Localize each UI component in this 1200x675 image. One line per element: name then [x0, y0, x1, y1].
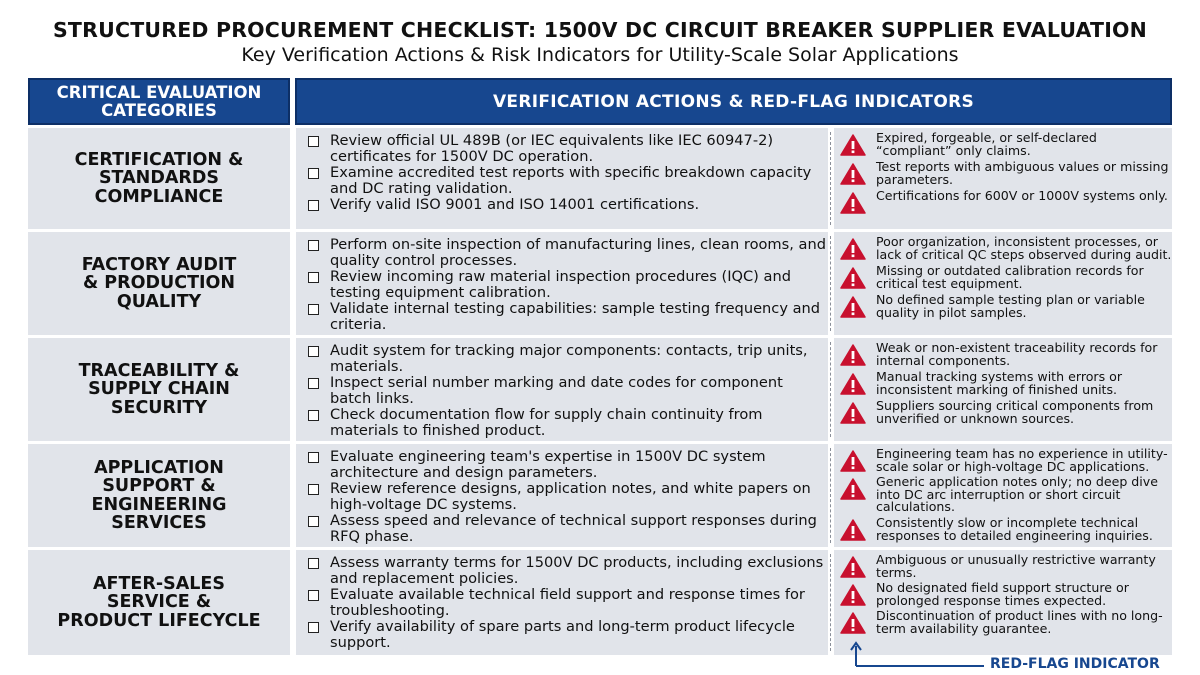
- red-flags-cell: [834, 232, 1172, 335]
- column-divider: [830, 448, 831, 543]
- warning-triangle-icon: [840, 584, 866, 606]
- checkbox-icon[interactable]: [308, 410, 319, 421]
- checkbox-icon[interactable]: [308, 168, 319, 179]
- checkbox-icon[interactable]: [308, 452, 319, 463]
- header-categories-label: CRITICAL EVALUATION CATEGORIES: [56, 82, 262, 120]
- action-item: [308, 133, 828, 164]
- warning-triangle-icon: [840, 344, 866, 366]
- header-actions-label: VERIFICATION ACTIONS & RED-FLAG INDICATORS: [492, 91, 975, 112]
- checkbox-icon[interactable]: [308, 484, 319, 495]
- category-label: TRACEABILITY & SUPPLY CHAIN SECURITY: [78, 360, 240, 418]
- action-item: [308, 449, 828, 480]
- red-flags-cell: [834, 338, 1172, 441]
- action-item: [308, 375, 828, 406]
- red-flag-item: [840, 342, 1172, 367]
- action-item: [308, 587, 828, 618]
- category-label: CERTIFICATION & STANDARDS COMPLIANCE: [74, 149, 244, 207]
- header-categories: [28, 78, 290, 125]
- warning-triangle-icon: [840, 556, 866, 578]
- red-flags-cell: [834, 444, 1172, 547]
- red-flag-item: [840, 514, 1172, 543]
- legend-arrow: [846, 640, 986, 670]
- action-text: Audit system for tracking major components: contacts, trip units, materials.: [330, 342, 808, 375]
- action-text: Assess speed and relevance of technical support responses during RFQ phase.: [330, 512, 817, 545]
- red-flag-text: Generic application notes only; no deep dive into DC arc interruption or short circuit calculations.: [876, 474, 1159, 515]
- red-flag-text: No defined sample testing plan or variable quality in pilot samples.: [876, 292, 1145, 320]
- warning-triangle-icon: [840, 163, 866, 185]
- checkbox-icon[interactable]: [308, 590, 319, 601]
- checkbox-icon[interactable]: [308, 240, 319, 251]
- category-cell: [28, 232, 290, 335]
- column-divider: [830, 342, 831, 437]
- red-flag-text: No designated field support structure or prolonged response times expected.: [876, 580, 1129, 608]
- warning-triangle-icon: [840, 192, 866, 214]
- warning-triangle-icon: [840, 478, 866, 500]
- action-item: [308, 343, 828, 374]
- actions-cell: [296, 128, 828, 229]
- warning-triangle-icon: [840, 296, 866, 318]
- checkbox-icon[interactable]: [308, 272, 319, 283]
- action-item: [308, 619, 828, 650]
- action-text: Perform on-site inspection of manufacturing lines, clean rooms, and quality control processes.: [330, 236, 826, 269]
- red-flag-item: [840, 554, 1172, 579]
- red-flag-text: Engineering team has no experience in utility-scale solar or high-voltage DC applications.: [876, 446, 1168, 474]
- red-flags-cell: [834, 128, 1172, 229]
- action-item: [308, 269, 828, 300]
- red-flag-item: [840, 294, 1172, 319]
- category-label: APPLICATION SUPPORT & ENGINEERING SERVICES: [91, 457, 227, 533]
- action-item: [308, 513, 828, 544]
- header-actions: [295, 78, 1172, 125]
- action-item: [308, 555, 828, 586]
- category-label: AFTER-SALES SERVICE & PRODUCT LIFECYCLE: [57, 573, 261, 631]
- red-flag-text: Poor organization, inconsistent processes, or lack of critical QC steps observed during audit.: [876, 234, 1172, 262]
- actions-cell: [296, 232, 828, 335]
- category-label: FACTORY AUDIT & PRODUCTION QUALITY: [81, 254, 237, 312]
- column-divider: [830, 132, 831, 225]
- red-flag-item: [840, 265, 1172, 290]
- warning-triangle-icon: [840, 238, 866, 260]
- category-cell: [28, 444, 290, 547]
- action-item: [308, 407, 828, 438]
- actions-cell: [296, 444, 828, 547]
- action-text: Validate internal testing capabilities: sample testing frequency and criteria.: [330, 300, 821, 333]
- category-cell: [28, 128, 290, 229]
- checkbox-icon[interactable]: [308, 558, 319, 569]
- red-flag-item: [840, 236, 1172, 261]
- warning-triangle-icon: [840, 519, 866, 541]
- action-text: Review incoming raw material inspection procedures (IQC) and testing equipment calibration.: [330, 268, 791, 301]
- action-item: [308, 237, 828, 268]
- red-flag-text: Discontinuation of product lines with no long-term availability guarantee.: [876, 608, 1163, 636]
- actions-cell: [296, 338, 828, 441]
- red-flag-item: [840, 161, 1172, 186]
- page-title: STRUCTURED PROCUREMENT CHECKLIST: 1500V DC CIRCUIT BREAKER SUPPLIER EVALUATION: [52, 18, 1148, 42]
- category-cell: [28, 338, 290, 441]
- warning-triangle-icon: [840, 402, 866, 424]
- warning-triangle-icon: [840, 267, 866, 289]
- action-item: [308, 481, 828, 512]
- action-text: Assess warranty terms for 1500V DC products, including exclusions and replacement policies.: [330, 554, 824, 587]
- action-text: Inspect serial number marking and date codes for component batch links.: [330, 374, 783, 407]
- action-text: Evaluate available technical field support and response times for troubleshooting.: [330, 586, 805, 619]
- red-flag-text: Ambiguous or unusually restrictive warranty terms.: [876, 552, 1156, 580]
- checkbox-icon[interactable]: [308, 200, 319, 211]
- red-flag-text: Certifications for 600V or 1000V systems only.: [876, 188, 1168, 204]
- red-flag-item: [840, 371, 1172, 396]
- action-item: [308, 301, 828, 332]
- red-flag-item: [840, 582, 1172, 607]
- red-flag-item: [840, 448, 1172, 473]
- warning-triangle-icon: [840, 612, 866, 634]
- red-flag-text: Consistently slow or incomplete technical responses to detailed engineering inquiries.: [876, 514, 1153, 543]
- checkbox-icon[interactable]: [308, 622, 319, 633]
- action-item: [308, 165, 828, 196]
- category-cell: [28, 550, 290, 655]
- red-flag-text: Missing or outdated calibration records for critical test equipment.: [876, 263, 1144, 291]
- action-text: Check documentation flow for supply chain continuity from materials to finished product.: [330, 406, 763, 439]
- red-flag-text: Suppliers sourcing critical components from unverified or unknown sources.: [876, 398, 1154, 426]
- red-flag-text: Manual tracking systems with errors or inconsistent marking of finished units.: [876, 369, 1123, 397]
- action-text: Verify valid ISO 9001 and ISO 14001 certifications.: [330, 196, 700, 214]
- warning-triangle-icon: [840, 450, 866, 472]
- action-text: Review official UL 489B (or IEC equivalents like IEC 60947-2) certificates for 1500V DC operation.: [330, 132, 774, 165]
- checkbox-icon[interactable]: [308, 346, 319, 357]
- action-text: Review reference designs, application notes, and white papers on high-voltage DC systems.: [330, 480, 811, 513]
- red-flag-item: [840, 132, 1172, 157]
- red-flag-item: [840, 400, 1172, 425]
- action-text: Examine accredited test reports with specific breakdown capacity and DC rating validation.: [330, 164, 812, 197]
- checkbox-icon[interactable]: [308, 136, 319, 147]
- red-flag-item: [840, 610, 1172, 635]
- warning-triangle-icon: [840, 134, 866, 156]
- red-flag-text: Weak or non-existent traceability records for internal components.: [876, 340, 1158, 368]
- red-flag-text: Test reports with ambiguous values or missing parameters.: [876, 159, 1169, 187]
- page-subtitle: Key Verification Actions & Risk Indicators for Utility-Scale Solar Applications: [241, 44, 959, 66]
- checkbox-icon[interactable]: [308, 516, 319, 527]
- red-flag-item: [840, 476, 1172, 514]
- warning-triangle-icon: [840, 373, 866, 395]
- action-text: Verify availability of spare parts and long-term product lifecycle support.: [330, 618, 795, 651]
- checkbox-icon[interactable]: [308, 304, 319, 315]
- red-flag-text: Expired, forgeable, or self-declared “compliant” only claims.: [876, 130, 1097, 158]
- checkbox-icon[interactable]: [308, 378, 319, 389]
- action-text: Evaluate engineering team's expertise in 1500V DC system architecture and design parameters.: [330, 448, 766, 481]
- column-divider: [830, 554, 831, 651]
- action-item: [308, 197, 828, 213]
- legend-label: RED-FLAG INDICATOR: [990, 656, 1160, 672]
- red-flag-item: [840, 190, 1172, 214]
- actions-cell: [296, 550, 828, 655]
- column-divider: [830, 236, 831, 331]
